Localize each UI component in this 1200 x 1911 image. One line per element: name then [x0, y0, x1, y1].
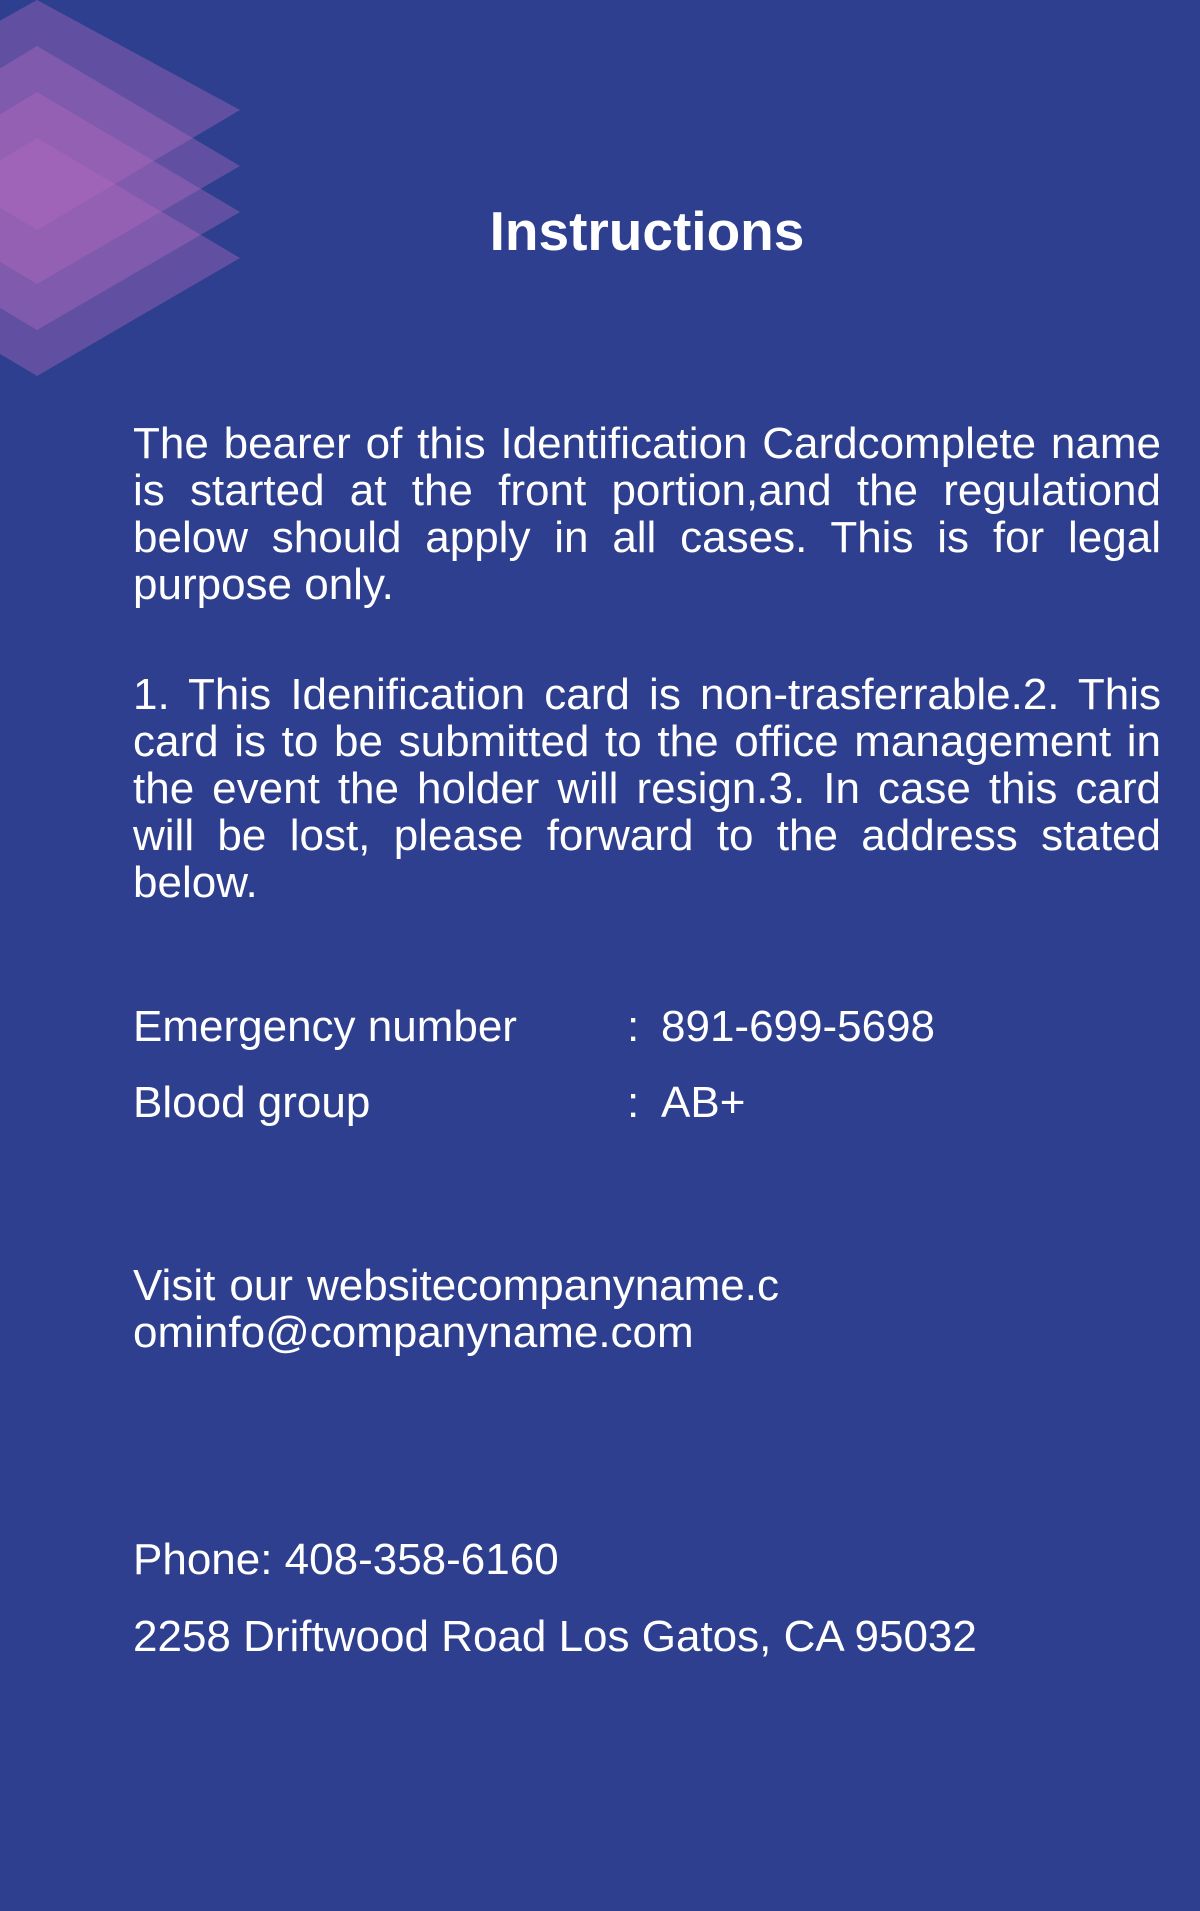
separator: : — [627, 1002, 640, 1051]
intro-paragraph: The bearer of this Identification Cardcomplete name is started at the front portion,and the regulationd below should apply in all cases. This is for legal purpose only. — [133, 419, 1161, 609]
emergency-number-label: Emergency number — [133, 1002, 517, 1051]
page-title: Instructions — [489, 200, 805, 262]
blood-group-label: Blood group — [133, 1078, 371, 1127]
website-text: Visit our websitecompanyname.cominfo@companyname.com — [133, 1261, 779, 1357]
info-table — [133, 989, 1133, 1141]
blood-group-row — [133, 1065, 1133, 1141]
separator: : — [627, 1078, 640, 1127]
address-text: 2258 Driftwood Road Los Gatos, CA 95032 — [133, 1612, 977, 1661]
emergency-number-value: 891-699-5698 — [661, 1002, 936, 1051]
blood-group-value: AB+ — [661, 1078, 746, 1127]
phone-text: Phone: 408-358-6160 — [133, 1535, 559, 1584]
rules-paragraph: 1. This Idenification card is non-trasferrable.2. This card is to be submitted to the office management in the event the holder will resign.3. In case this card will be lost, please forward to the address stated below. — [133, 670, 1161, 907]
emergency-number-row — [133, 989, 1133, 1065]
